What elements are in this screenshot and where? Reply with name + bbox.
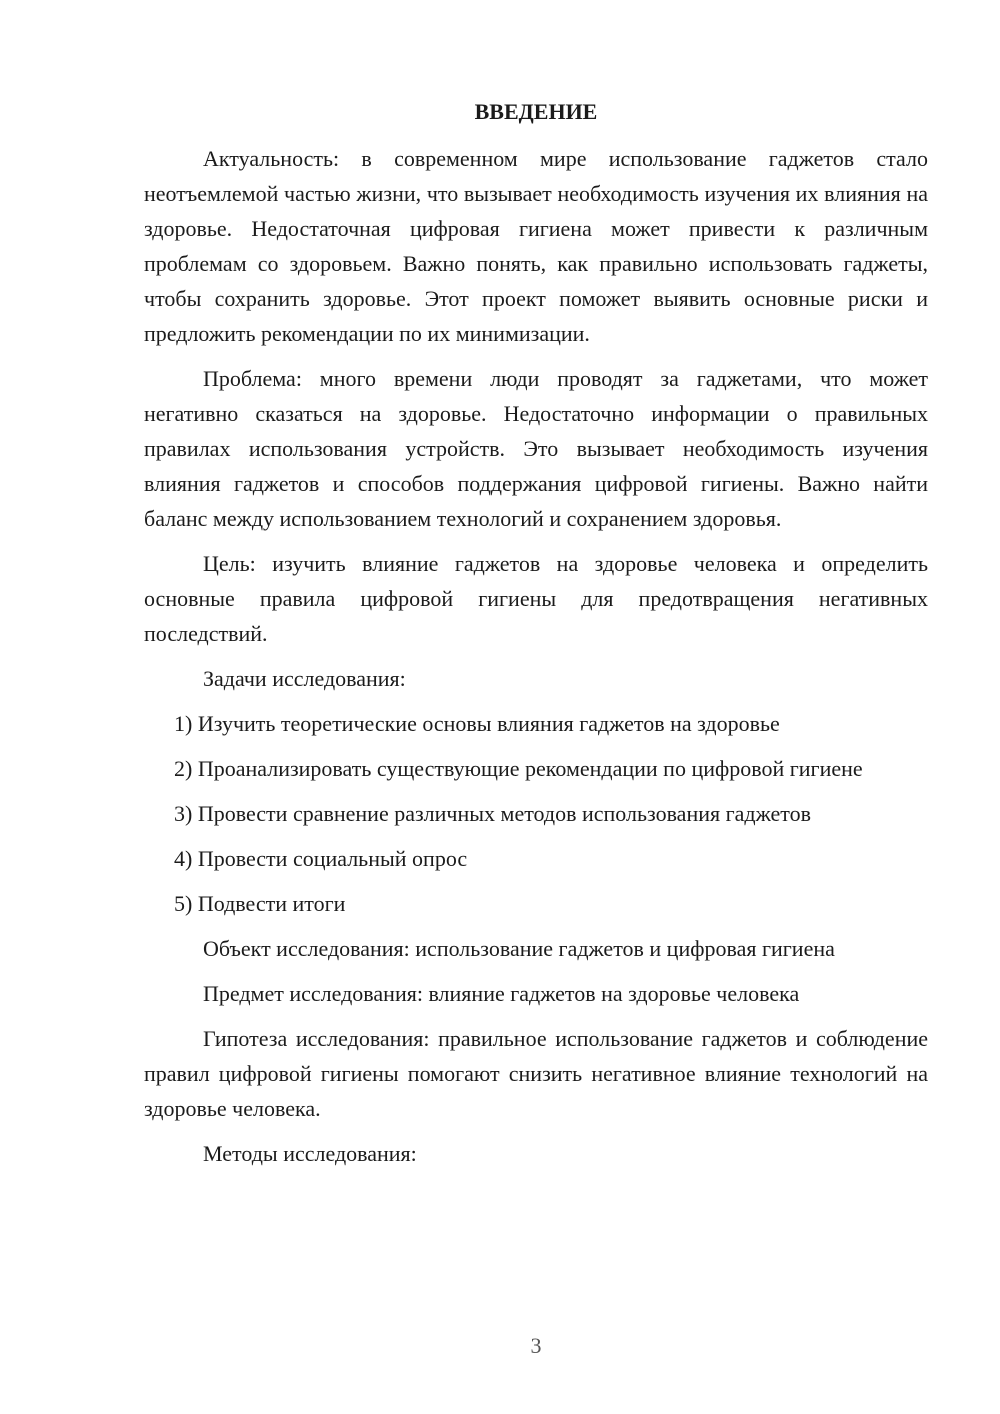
object-paragraph: Объект исследования: использование гаджетов и цифровая гигиена (203, 936, 835, 961)
task-item: 4) Провести социальный опрос (174, 846, 468, 871)
section-title: ВВЕДЕНИЕ (474, 99, 598, 124)
relevance-paragraph: Актуальность: в современном мире использование гаджетов стало неотъемлемой частью жизни, что вызывает необходимость изучения их влияния на здоровье. Недостаточная цифровая гигиена может привести к различным проблемам со здоровьем. Важно понять, как правильно использовать гаджеты, чтобы сохранить здоровье. Этот проект поможет выявить основные риски и предложить рекомендации по их минимизации. (144, 146, 928, 346)
task-item: 2) Проанализировать существующие рекомендации по цифровой гигиене (174, 756, 863, 781)
problem-paragraph: Проблема: много времени люди проводят за гаджетами, что может негативно сказаться на здоровье. Недостаточно информации о правильных правилах использования устройств. Это вызывает необходимость изучения влияния гаджетов и способов поддержания цифровой гигиены. Важно найти баланс между использованием технологий и сохранением здоровья. (144, 366, 928, 531)
task-item: 5) Подвести итоги (174, 891, 346, 916)
subject-paragraph: Предмет исследования: влияние гаджетов на здоровье человека (203, 981, 800, 1006)
goal-paragraph: Цель: изучить влияние гаджетов на здоровье человека и определить основные правила цифровой гигиены для предотвращения негативных последствий. (144, 551, 928, 646)
document-page (144, 94, 928, 1181)
task-item: 3) Провести сравнение различных методов использования гаджетов (174, 801, 811, 826)
page-number: 3 (530, 1333, 542, 1358)
task-item: 1) Изучить теоретические основы влияния гаджетов на здоровье (174, 711, 780, 736)
hypothesis-paragraph: Гипотеза исследования: правильное использование гаджетов и соблюдение правил цифровой гигиены помогают снизить негативное влияние технологий на здоровье человека. (144, 1026, 928, 1121)
methods-heading: Методы исследования: (203, 1141, 417, 1166)
tasks-list (144, 706, 928, 921)
tasks-heading: Задачи исследования: (203, 666, 406, 691)
